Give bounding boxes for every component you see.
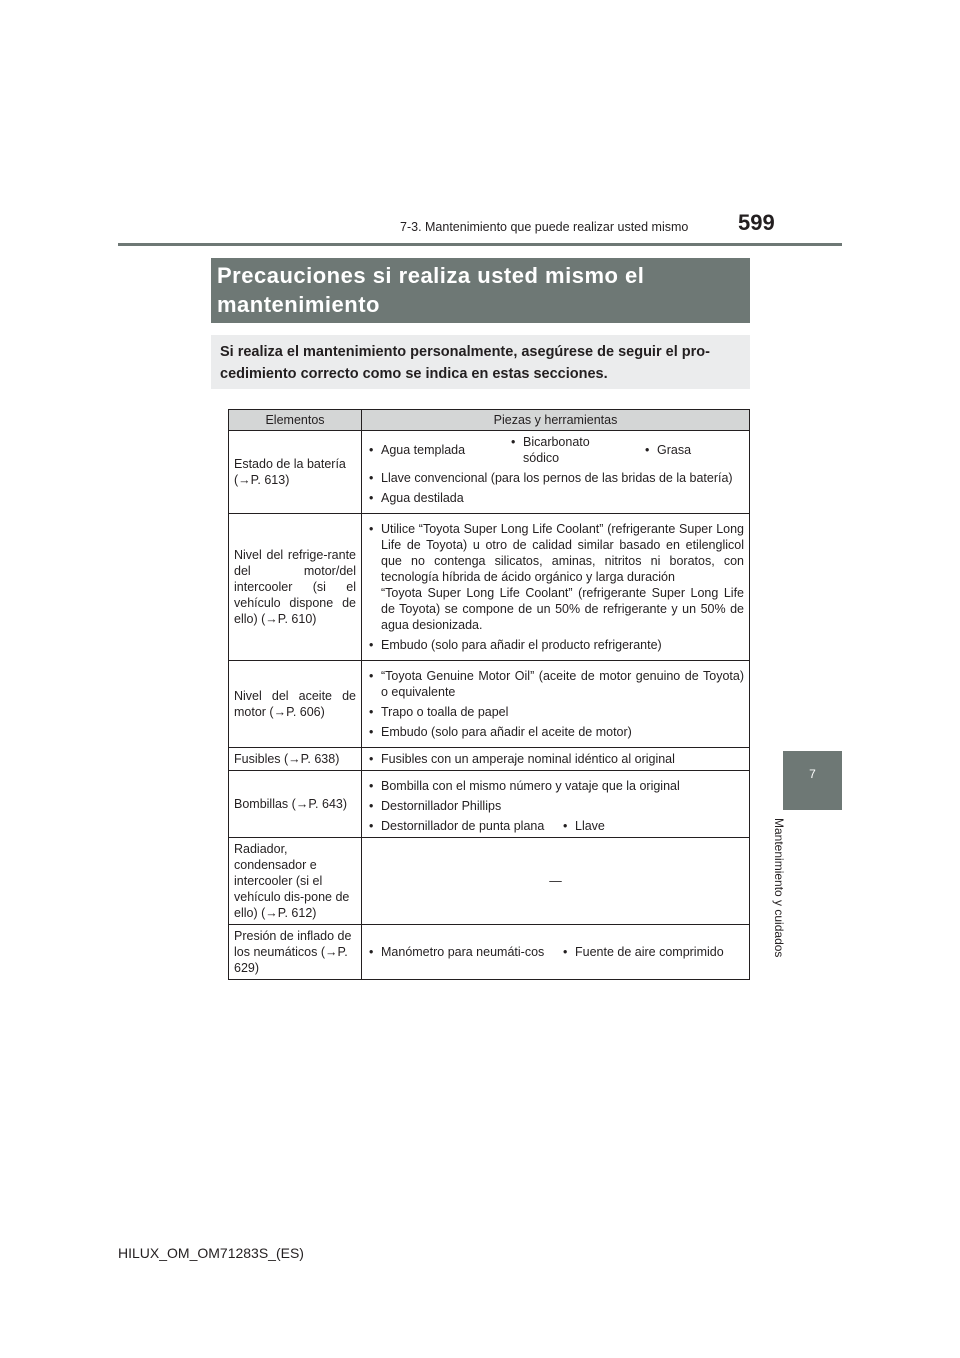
- tools-cell-empty: —: [362, 838, 750, 925]
- tools-list: [367, 751, 744, 767]
- tool-item: • Grasa: [643, 442, 737, 458]
- tool-item: • Embudo (solo para añadir el producto refrigerante): [367, 637, 744, 653]
- header-divider: [118, 243, 842, 246]
- chapter-tab: 7: [783, 751, 842, 810]
- tool-item: • Llave convencional (para los pernos de las bridas de la batería): [367, 470, 744, 486]
- table-row: [229, 748, 750, 771]
- intro-box: [211, 335, 750, 389]
- intro-text: Si realiza el mantenimiento personalmente, asegúrese de seguir el pro-cedimiento correcto como se indica en estas secciones.: [220, 344, 710, 382]
- element-cell: Estado de la batería (→P. 613): [229, 431, 362, 514]
- tool-item: • Bicarbonato sódico: [509, 434, 623, 466]
- tool-item: • Destornillador de punta plana: [367, 818, 547, 834]
- tool-item: • Llave: [561, 818, 605, 834]
- column-header-tools: Piezas y herramientas: [362, 410, 750, 431]
- table-row: [229, 925, 750, 980]
- table-row: [229, 431, 750, 514]
- tools-list: [367, 778, 744, 814]
- tools-list: [367, 668, 744, 740]
- table-row: [229, 771, 750, 838]
- element-cell: Nivel del refrige-rante del motor/del intercooler (si el vehículo dispone de ello) (→P. 610): [229, 514, 362, 661]
- tool-item: • Destornillador Phillips: [367, 798, 744, 814]
- table-row: [229, 838, 750, 925]
- tools-inline-row: [367, 944, 744, 960]
- tools-cell: [362, 661, 750, 748]
- tool-item-text: Utilice “Toyota Super Long Life Coolant” (refrigerante Super Long Life de Toyota) u otro de calidad similar basado en etilenglicol que no contenga silicatos, aminas, nitritos ni boratos, con tecnología híbrida de ácido orgánico y larga duración: [381, 522, 744, 584]
- tools-list: [367, 521, 744, 653]
- column-header-elements: Elementos: [229, 410, 362, 431]
- tools-cell: [362, 748, 750, 771]
- element-cell: Radiador, condensador e intercooler (si el vehículo dis-pone de ello) (→P. 612): [229, 838, 362, 925]
- tool-item: [367, 521, 744, 633]
- section-heading: 7-3. Mantenimiento que puede realizar usted mismo: [400, 220, 689, 234]
- chapter-label: [772, 818, 810, 978]
- tools-cell: [362, 925, 750, 980]
- document-code: HILUX_OM_OM71283S_(ES): [118, 1245, 304, 1261]
- tool-item: • Agua destilada: [367, 490, 744, 506]
- tools-inline-row: [367, 818, 744, 834]
- title-banner: [211, 258, 750, 323]
- tool-item: • Embudo (solo para añadir el aceite de motor): [367, 724, 744, 740]
- table-row: [229, 661, 750, 748]
- tool-item: • Bombilla con el mismo número y vataje que la original: [367, 778, 744, 794]
- tools-inline-row: [367, 434, 744, 466]
- tools-cell: [362, 771, 750, 838]
- parts-table: [228, 409, 750, 980]
- tool-item-note: “Toyota Super Long Life Coolant” (refrigerante Super Long Life de Toyota) se compone de un 50% de refrigerante y un 50% de agua desionizada.: [381, 586, 744, 632]
- tools-cell: [362, 514, 750, 661]
- element-cell: Bombillas (→P. 643): [229, 771, 362, 838]
- chapter-label-text: Mantenimiento y cuidados: [772, 818, 786, 958]
- element-cell: Fusibles (→P. 638): [229, 748, 362, 771]
- tool-item: • Fusibles con un amperaje nominal idéntico al original: [367, 751, 744, 767]
- tool-item: • Agua templada: [367, 442, 509, 458]
- tool-item: • Trapo o toalla de papel: [367, 704, 744, 720]
- table-header-row: [229, 410, 750, 431]
- table-row: [229, 514, 750, 661]
- element-cell: Nivel del aceite de motor (→P. 606): [229, 661, 362, 748]
- page-number: 599: [738, 210, 775, 235]
- page-title: Precauciones si realiza usted mismo el mantenimiento: [217, 263, 645, 317]
- tools-list: [367, 470, 744, 506]
- element-cell: Presión de inflado de los neumáticos (→P. 629): [229, 925, 362, 980]
- tool-item: • Manómetro para neumáti-cos: [367, 944, 547, 960]
- tool-item: • “Toyota Genuine Motor Oil” (aceite de motor genuino de Toyota) o equivalente: [367, 668, 744, 700]
- tools-cell: [362, 431, 750, 514]
- tool-item: • Fuente de aire comprimido: [561, 944, 724, 960]
